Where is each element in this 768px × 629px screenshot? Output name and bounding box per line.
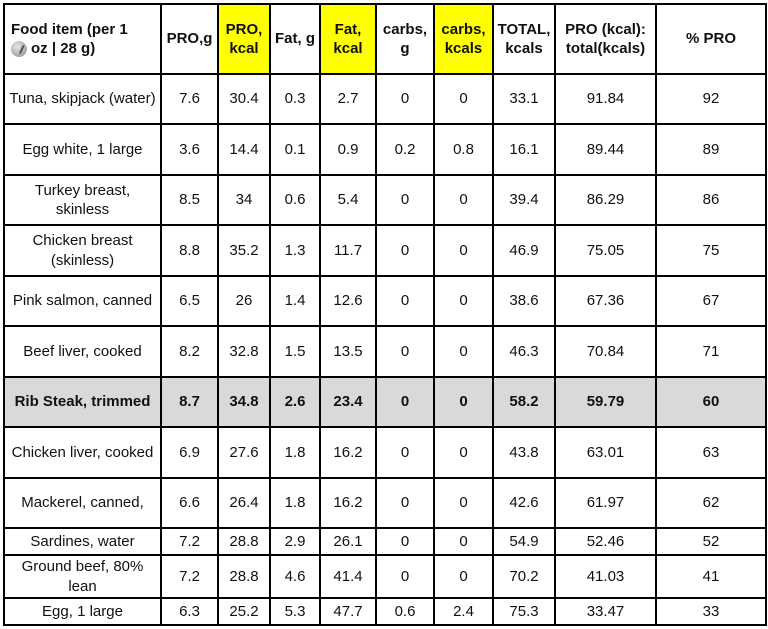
cell-pro-g: 6.9 <box>161 427 218 477</box>
cell-carbs-g: 0.6 <box>376 598 434 625</box>
cell-carbs-kcal: 0 <box>434 175 493 225</box>
cell-carbs-g: 0 <box>376 326 434 376</box>
cell-pro-kcal: 34.8 <box>218 377 270 427</box>
cell-fat-g: 0.3 <box>270 74 320 124</box>
cell-total: 38.6 <box>493 276 555 326</box>
header-carbs-kcal: carbs, kcals <box>434 4 493 74</box>
cell-food: Egg, 1 large <box>4 598 161 625</box>
cell-fat-g: 1.5 <box>270 326 320 376</box>
header-food-line1: Food item (per 1 <box>11 20 128 38</box>
cell-ratio: 89.44 <box>555 124 656 174</box>
cell-total: 42.6 <box>493 478 555 528</box>
cell-food: Pink salmon, canned <box>4 276 161 326</box>
cell-pro-g: 6.5 <box>161 276 218 326</box>
cell-fat-g: 2.9 <box>270 528 320 555</box>
cell-ratio: 63.01 <box>555 427 656 477</box>
cell-carbs-g: 0 <box>376 276 434 326</box>
cell-pct-pro: 92 <box>656 74 766 124</box>
cell-fat-kcal: 16.2 <box>320 427 376 477</box>
cell-pro-kcal: 25.2 <box>218 598 270 625</box>
cell-fat-kcal: 47.7 <box>320 598 376 625</box>
cell-fat-g: 1.8 <box>270 478 320 528</box>
cell-carbs-kcal: 0 <box>434 478 493 528</box>
header-fat-kcal: Fat, kcal <box>320 4 376 74</box>
cell-pct-pro: 33 <box>656 598 766 625</box>
cell-pro-g: 8.8 <box>161 225 218 275</box>
cell-carbs-g: 0.2 <box>376 124 434 174</box>
cell-fat-kcal: 13.5 <box>320 326 376 376</box>
cell-carbs-kcal: 0 <box>434 528 493 555</box>
table-row <box>4 124 766 174</box>
cell-pro-g: 7.2 <box>161 555 218 597</box>
table-row <box>4 225 766 275</box>
cell-pro-kcal: 30.4 <box>218 74 270 124</box>
cell-total: 33.1 <box>493 74 555 124</box>
header-pro-kcal: PRO, kcal <box>218 4 270 74</box>
cell-pct-pro: 75 <box>656 225 766 275</box>
cell-food: Tuna, skipjack (water) <box>4 74 161 124</box>
cell-carbs-kcal: 0 <box>434 74 493 124</box>
cell-carbs-g: 0 <box>376 478 434 528</box>
table-row <box>4 598 766 625</box>
cell-carbs-g: 0 <box>376 225 434 275</box>
table-row <box>4 326 766 376</box>
cell-ratio: 41.03 <box>555 555 656 597</box>
nutrition-table <box>3 3 767 626</box>
cell-pro-g: 6.3 <box>161 598 218 625</box>
cell-fat-g: 5.3 <box>270 598 320 625</box>
cell-ratio: 75.05 <box>555 225 656 275</box>
cell-pct-pro: 52 <box>656 528 766 555</box>
cell-pro-g: 6.6 <box>161 478 218 528</box>
cell-total: 46.9 <box>493 225 555 275</box>
cell-pct-pro: 60 <box>656 377 766 427</box>
cell-total: 54.9 <box>493 528 555 555</box>
cell-pct-pro: 71 <box>656 326 766 376</box>
cell-ratio: 67.36 <box>555 276 656 326</box>
cell-fat-g: 0.1 <box>270 124 320 174</box>
cell-ratio: 86.29 <box>555 175 656 225</box>
cell-carbs-g: 0 <box>376 555 434 597</box>
table-body <box>4 74 766 625</box>
cell-food: Turkey breast, skinless <box>4 175 161 225</box>
header-row <box>4 4 766 74</box>
cell-carbs-kcal: 2.4 <box>434 598 493 625</box>
cell-fat-g: 4.6 <box>270 555 320 597</box>
cell-ratio: 33.47 <box>555 598 656 625</box>
cell-food: Mackerel, canned, <box>4 478 161 528</box>
cell-ratio: 61.97 <box>555 478 656 528</box>
cell-fat-kcal: 23.4 <box>320 377 376 427</box>
table-row <box>4 478 766 528</box>
cell-pro-g: 8.2 <box>161 326 218 376</box>
cell-carbs-kcal: 0 <box>434 555 493 597</box>
cell-total: 39.4 <box>493 175 555 225</box>
header-ratio: PRO (kcal): total(kcals) <box>555 4 656 74</box>
cell-fat-kcal: 11.7 <box>320 225 376 275</box>
header-pro-g: PRO,g <box>161 4 218 74</box>
cell-carbs-kcal: 0 <box>434 427 493 477</box>
cell-pro-kcal: 26.4 <box>218 478 270 528</box>
cell-fat-kcal: 5.4 <box>320 175 376 225</box>
header-fat-g: Fat, g <box>270 4 320 74</box>
cell-pct-pro: 41 <box>656 555 766 597</box>
cell-pro-kcal: 32.8 <box>218 326 270 376</box>
cell-pro-kcal: 34 <box>218 175 270 225</box>
table-row <box>4 377 766 427</box>
cell-ratio: 52.46 <box>555 528 656 555</box>
header-food-item <box>4 4 161 74</box>
cell-fat-g: 0.6 <box>270 175 320 225</box>
header-food-line2: oz | 28 g) <box>31 40 96 57</box>
cell-pct-pro: 86 <box>656 175 766 225</box>
cell-total: 75.3 <box>493 598 555 625</box>
header-pct-pro: % PRO <box>656 4 766 74</box>
cell-fat-g: 1.4 <box>270 276 320 326</box>
header-total-kcals: TOTAL, kcals <box>493 4 555 74</box>
cell-total: 58.2 <box>493 377 555 427</box>
cell-carbs-kcal: 0 <box>434 377 493 427</box>
cell-pro-kcal: 28.8 <box>218 555 270 597</box>
cell-fat-kcal: 12.6 <box>320 276 376 326</box>
header-carbs-g: carbs, g <box>376 4 434 74</box>
cell-ratio: 91.84 <box>555 74 656 124</box>
cell-pro-kcal: 28.8 <box>218 528 270 555</box>
cell-fat-kcal: 16.2 <box>320 478 376 528</box>
cell-pro-g: 3.6 <box>161 124 218 174</box>
scale-icon <box>11 41 27 57</box>
cell-pct-pro: 63 <box>656 427 766 477</box>
cell-ratio: 59.79 <box>555 377 656 427</box>
cell-fat-kcal: 0.9 <box>320 124 376 174</box>
cell-fat-kcal: 2.7 <box>320 74 376 124</box>
cell-food: Ground beef, 80% lean <box>4 555 161 597</box>
cell-carbs-g: 0 <box>376 377 434 427</box>
cell-total: 46.3 <box>493 326 555 376</box>
cell-pct-pro: 89 <box>656 124 766 174</box>
cell-carbs-kcal: 0 <box>434 326 493 376</box>
table-row <box>4 528 766 555</box>
cell-total: 43.8 <box>493 427 555 477</box>
cell-pro-kcal: 35.2 <box>218 225 270 275</box>
table-row <box>4 427 766 477</box>
cell-fat-kcal: 41.4 <box>320 555 376 597</box>
cell-pct-pro: 62 <box>656 478 766 528</box>
cell-pro-kcal: 14.4 <box>218 124 270 174</box>
cell-fat-kcal: 26.1 <box>320 528 376 555</box>
cell-pro-g: 7.2 <box>161 528 218 555</box>
cell-pro-g: 7.6 <box>161 74 218 124</box>
cell-pro-g: 8.5 <box>161 175 218 225</box>
cell-food: Sardines, water <box>4 528 161 555</box>
cell-carbs-kcal: 0 <box>434 225 493 275</box>
cell-ratio: 70.84 <box>555 326 656 376</box>
table-row <box>4 276 766 326</box>
cell-pro-g: 8.7 <box>161 377 218 427</box>
cell-total: 70.2 <box>493 555 555 597</box>
cell-fat-g: 1.3 <box>270 225 320 275</box>
cell-food: Rib Steak, trimmed <box>4 377 161 427</box>
cell-fat-g: 1.8 <box>270 427 320 477</box>
cell-food: Egg white, 1 large <box>4 124 161 174</box>
cell-food: Beef liver, cooked <box>4 326 161 376</box>
cell-carbs-kcal: 0 <box>434 276 493 326</box>
cell-carbs-g: 0 <box>376 427 434 477</box>
cell-carbs-g: 0 <box>376 528 434 555</box>
cell-pro-kcal: 26 <box>218 276 270 326</box>
cell-pct-pro: 67 <box>656 276 766 326</box>
cell-fat-g: 2.6 <box>270 377 320 427</box>
cell-total: 16.1 <box>493 124 555 174</box>
cell-pro-kcal: 27.6 <box>218 427 270 477</box>
cell-carbs-g: 0 <box>376 74 434 124</box>
cell-food: Chicken breast (skinless) <box>4 225 161 275</box>
table-row <box>4 175 766 225</box>
table-row <box>4 555 766 597</box>
cell-food: Chicken liver, cooked <box>4 427 161 477</box>
cell-carbs-g: 0 <box>376 175 434 225</box>
table-row <box>4 74 766 124</box>
cell-carbs-kcal: 0.8 <box>434 124 493 174</box>
